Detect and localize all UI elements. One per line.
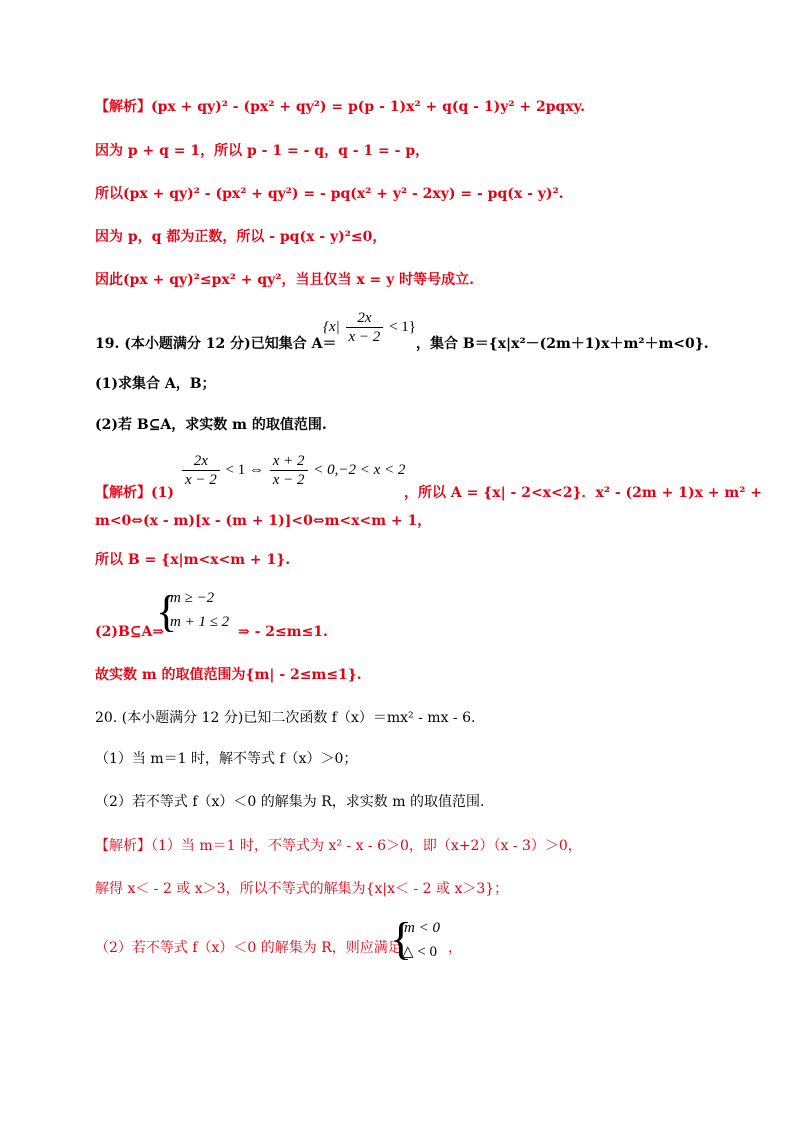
q19-sol-math-1: < 1 ⇔ bbox=[225, 461, 264, 478]
q19-stem-a: 19. (本小题满分 12 分)已知集合 A＝ bbox=[95, 336, 337, 352]
q19-sol-fraction-2 bbox=[270, 452, 308, 489]
q20-system-row-1: m < 0 bbox=[404, 920, 440, 936]
q19-solution-label: 【解析】(1) bbox=[95, 485, 174, 501]
q19-sol-frac1-num: 2x bbox=[193, 453, 208, 469]
q19-frac-denominator: x − 2 bbox=[346, 327, 384, 346]
q19-solution-tail: ，所以 A = {x| - 2<x<2}．x² - (2m + 1)x + m² + bbox=[404, 485, 762, 501]
q19-system-row-2: m + 1 ≤ 2 bbox=[170, 614, 230, 630]
q19-system-row-1: m ≥ −2 bbox=[170, 590, 215, 606]
q20-solution-2: 解得 x＜ - 2 或 x＞3，所以不等式的解集为{x|x＜ - 2 或 x＞3}； bbox=[95, 881, 509, 897]
left-brace-icon: { bbox=[156, 587, 178, 636]
q19-part2-prefix: (2)B⊆A⇒ bbox=[95, 624, 165, 640]
q20-solution-3-suffix: ， bbox=[448, 940, 462, 956]
q19-sol-fraction-1 bbox=[182, 452, 220, 489]
left-brace-icon: { bbox=[390, 913, 413, 964]
q20-solution-1: 【解析】（1）当 m＝1 时，不等式为 x² - x - 6＞0，即（x+2）（x - 3）＞0， bbox=[95, 838, 582, 854]
s18-line-3: 所以(px + qy)² - (px² + qy²) = - pq(x² + y² - 2xy) = - pq(x - y)². bbox=[95, 186, 564, 202]
q19-solution-line-2: m<0⇔(x - m)[x - (m + 1)]<0⇔m<x<m + 1， bbox=[95, 513, 432, 529]
q19-set-a-prefix: {x| bbox=[323, 318, 340, 335]
s18-line-5: 因此(px + qy)²≤px² + qy²，当且仅当 x = y 时等号成立. bbox=[95, 272, 475, 288]
q19-set-a-fraction bbox=[346, 309, 384, 346]
q20-stem: 20. (本小题满分 12 分)已知二次函数 f（x）＝mx² - mx - 6. bbox=[95, 710, 476, 726]
s18-line-2: 因为 p + q = 1，所以 p - 1 = - q，q - 1 = - p， bbox=[95, 143, 430, 159]
q19-set-a-formula bbox=[323, 309, 416, 346]
q19-sol-frac2-den: x − 2 bbox=[270, 470, 308, 489]
q20-part-1: （1）当 m＝1 时，解不等式 f（x）＞0； bbox=[95, 751, 358, 767]
q19-part2-suffix: ⇒ - 2≤m≤1. bbox=[238, 624, 328, 640]
q20-solution-3-prefix: （2）若不等式 f（x）＜0 的解集为 R，则应满足 bbox=[95, 940, 402, 956]
q19-solution-line-3: 所以 B = {x|m<x<m + 1}. bbox=[95, 552, 291, 568]
q20-part-2: （2）若不等式 f（x）＜0 的解集为 R，求实数 m 的取值范围. bbox=[95, 794, 485, 810]
q19-part-2: (2)若 B⊆A，求实数 m 的取值范围. bbox=[95, 417, 327, 433]
q19-sol-math-2: < 0,−2 < x < 2 bbox=[313, 461, 406, 478]
q19-conclusion: 故实数 m 的取值范围为{m| - 2≤m≤1}. bbox=[95, 667, 362, 683]
q19-sol-frac2-num: x + 2 bbox=[272, 453, 305, 469]
s18-line-1: 【解析】(px + qy)² - (px² + qy²) = p(p - 1)x² + q(q - 1)y² + 2pqxy. bbox=[95, 99, 586, 115]
s18-line-4: 因为 p，q 都为正数，所以 - pq(x - y)²≤0， bbox=[95, 229, 387, 245]
q19-part-1: (1)求集合 A，B； bbox=[95, 376, 216, 392]
q20-system-row-2: △ < 0 bbox=[402, 944, 437, 960]
q19-set-a-suffix: < 1} bbox=[389, 318, 416, 335]
q19-frac-numerator: 2x bbox=[357, 310, 372, 326]
q19-stem-b: ，集合 B＝{x|x²－(2m＋1)x＋m²＋m<0}. bbox=[416, 336, 709, 352]
q20-condition-system bbox=[390, 913, 450, 966]
q19-inequality-system bbox=[156, 588, 236, 644]
q19-solution-formula bbox=[180, 452, 405, 489]
q19-sol-frac1-den: x − 2 bbox=[182, 470, 220, 489]
